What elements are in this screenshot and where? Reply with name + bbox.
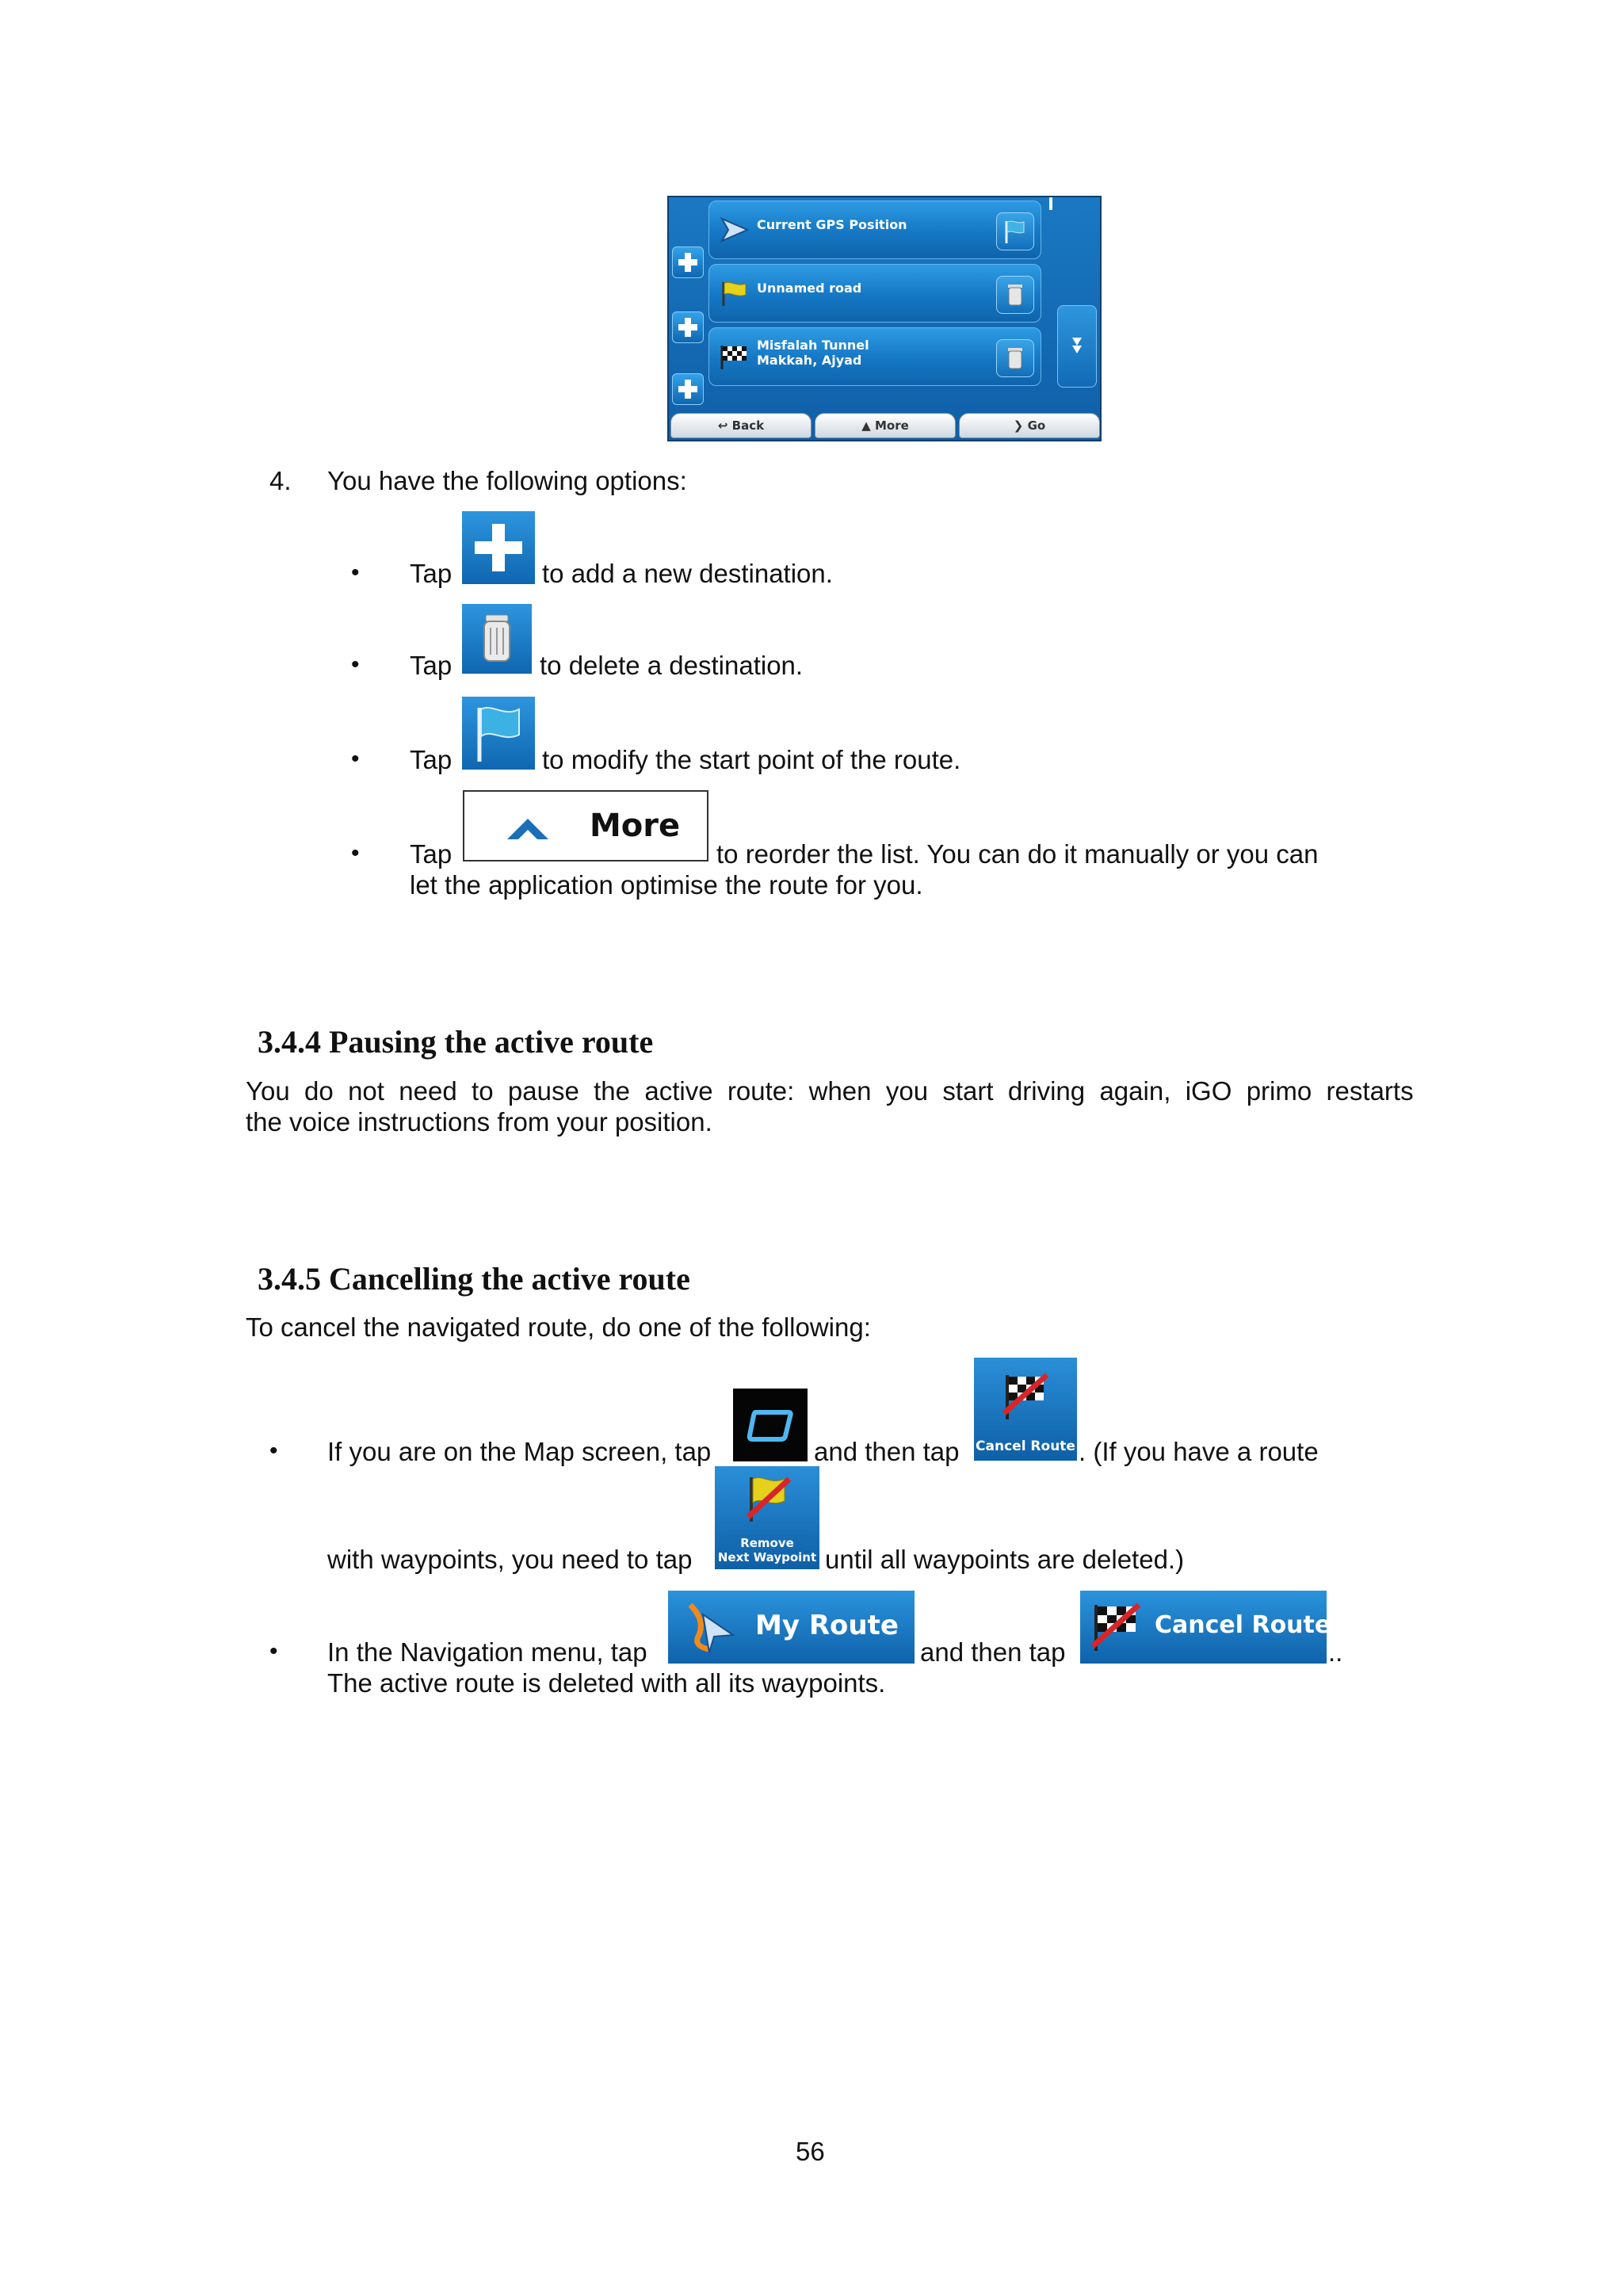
delete-destination-icon xyxy=(462,604,532,674)
bullet-text: . (If you have a route xyxy=(1079,1437,1319,1466)
list-item[interactable] xyxy=(708,264,1041,323)
chevron-up-icon xyxy=(504,812,552,844)
row-label-line1: Misfalah Tunnel xyxy=(757,338,869,353)
scroll-down-button[interactable] xyxy=(1057,305,1097,388)
checkered-flag-icon xyxy=(719,342,750,371)
bullet-text: Tap xyxy=(410,651,453,680)
bullet-text: to reorder the list. You can do it manually or you can xyxy=(716,839,1319,869)
paragraph-line: To cancel the navigated route, do one of the following: xyxy=(246,1312,871,1342)
more-button[interactable] xyxy=(815,413,956,438)
paragraph-line: the voice instructions from your position. xyxy=(246,1107,712,1137)
bullet-text: If you are on the Map screen, tap xyxy=(327,1437,712,1466)
scroll-indicator xyxy=(1049,197,1052,210)
step-intro: You have the following options: xyxy=(327,466,687,495)
bullet-text: and then tap xyxy=(814,1437,960,1466)
add-destination-button[interactable] xyxy=(672,311,704,343)
plus-icon xyxy=(673,374,703,404)
yellow-flag-icon xyxy=(719,279,750,308)
map-menu-button-image xyxy=(733,1389,808,1461)
bullet-text: to modify the start point of the route. xyxy=(542,745,961,774)
bullet-dot: • xyxy=(269,1438,278,1464)
plus-icon xyxy=(673,247,703,277)
bullet-text-line2: with waypoints, you need to tap xyxy=(327,1545,693,1574)
checkered-flag-cancel-icon xyxy=(998,1369,1053,1424)
more-label: More xyxy=(590,808,681,844)
delete-destination-button[interactable] xyxy=(996,276,1034,314)
list-item[interactable] xyxy=(708,327,1041,386)
chevron-right-icon: ❯ xyxy=(1013,418,1028,433)
flag-icon xyxy=(997,213,1033,250)
remove-next-waypoint-button-image xyxy=(715,1466,819,1569)
bullet-text-line2: The active route is deleted with all its waypoints. xyxy=(327,1668,886,1698)
add-destination-icon xyxy=(462,511,535,584)
checkered-flag-cancel-icon xyxy=(1086,1599,1147,1656)
row-label-line2: Makkah, Ajyad xyxy=(757,353,862,368)
route-arrow-icon xyxy=(674,1597,738,1657)
bullet-dot: • xyxy=(351,560,360,586)
cancel-route-button-image xyxy=(974,1358,1077,1461)
section-heading: 3.4.5 Cancelling the active route xyxy=(258,1261,690,1297)
go-label: Go xyxy=(1027,418,1046,433)
trash-icon xyxy=(997,277,1033,313)
scroll-down-icon xyxy=(1058,306,1096,385)
list-item[interactable] xyxy=(708,201,1041,259)
flag-icon xyxy=(462,697,535,770)
bullet-dot: • xyxy=(351,840,360,866)
row-label: Current GPS Position xyxy=(757,217,907,232)
trash-icon xyxy=(997,340,1033,376)
delete-destination-button[interactable] xyxy=(996,339,1034,377)
plus-icon xyxy=(462,511,535,584)
row-label: Unnamed road xyxy=(757,281,862,296)
bullet-text-line2: let the application optimise the route for you. xyxy=(410,870,923,900)
back-label: Back xyxy=(731,418,765,433)
flag-remove-icon xyxy=(742,1473,794,1525)
cancel-route-label: Cancel Route xyxy=(976,1438,1075,1454)
bullet-text: to add a new destination. xyxy=(542,559,833,588)
plus-icon xyxy=(673,312,703,342)
bullet-text: In the Navigation menu, tap xyxy=(327,1637,647,1667)
bullet-text: .. xyxy=(1328,1637,1343,1667)
bullet-text: until all waypoints are deleted.) xyxy=(825,1545,1185,1574)
cancel-route-wide-button-image xyxy=(1080,1591,1331,1664)
remove-label-line1: Remove xyxy=(740,1536,794,1550)
step-number: 4. xyxy=(269,466,292,495)
row-label xyxy=(757,338,869,368)
section-heading: 3.4.4 Pausing the active route xyxy=(258,1024,654,1060)
remove-next-waypoint-label xyxy=(715,1536,819,1564)
cancel-route-label: Cancel Route xyxy=(1155,1611,1331,1639)
modify-start-icon xyxy=(462,697,535,770)
more-button-image xyxy=(463,790,708,861)
go-button[interactable] xyxy=(959,413,1100,438)
bullet-dot: • xyxy=(351,746,360,772)
bullet-text: Tap xyxy=(410,839,453,869)
add-destination-button[interactable] xyxy=(672,246,704,278)
back-icon: ↩ xyxy=(717,418,732,433)
page-number: 56 xyxy=(796,2137,825,2166)
bullet-text: and then tap xyxy=(920,1637,1066,1667)
gps-arrow-icon xyxy=(719,216,750,244)
my-route-label: My Route xyxy=(755,1610,899,1641)
add-destination-button[interactable] xyxy=(672,373,704,405)
chevron-up-icon: ▲ xyxy=(861,418,875,433)
bullet-text: Tap xyxy=(410,559,453,588)
my-route-button-image xyxy=(668,1591,915,1664)
menu-icon xyxy=(733,1389,808,1461)
bullet-dot: • xyxy=(269,1638,278,1664)
route-list-screenshot xyxy=(667,196,1102,441)
paragraph-line: You do not need to pause the active route: when you start driving again, iGO primo restarts xyxy=(246,1076,1414,1106)
bullet-dot: • xyxy=(351,651,360,678)
modify-start-button[interactable] xyxy=(996,212,1034,250)
bullet-text: to delete a destination. xyxy=(540,651,804,680)
back-button[interactable] xyxy=(670,413,812,438)
remove-label-line2: Next Waypoint xyxy=(717,1550,817,1564)
more-label: More xyxy=(874,418,909,433)
trash-icon xyxy=(462,604,532,674)
bullet-text: Tap xyxy=(410,745,453,774)
